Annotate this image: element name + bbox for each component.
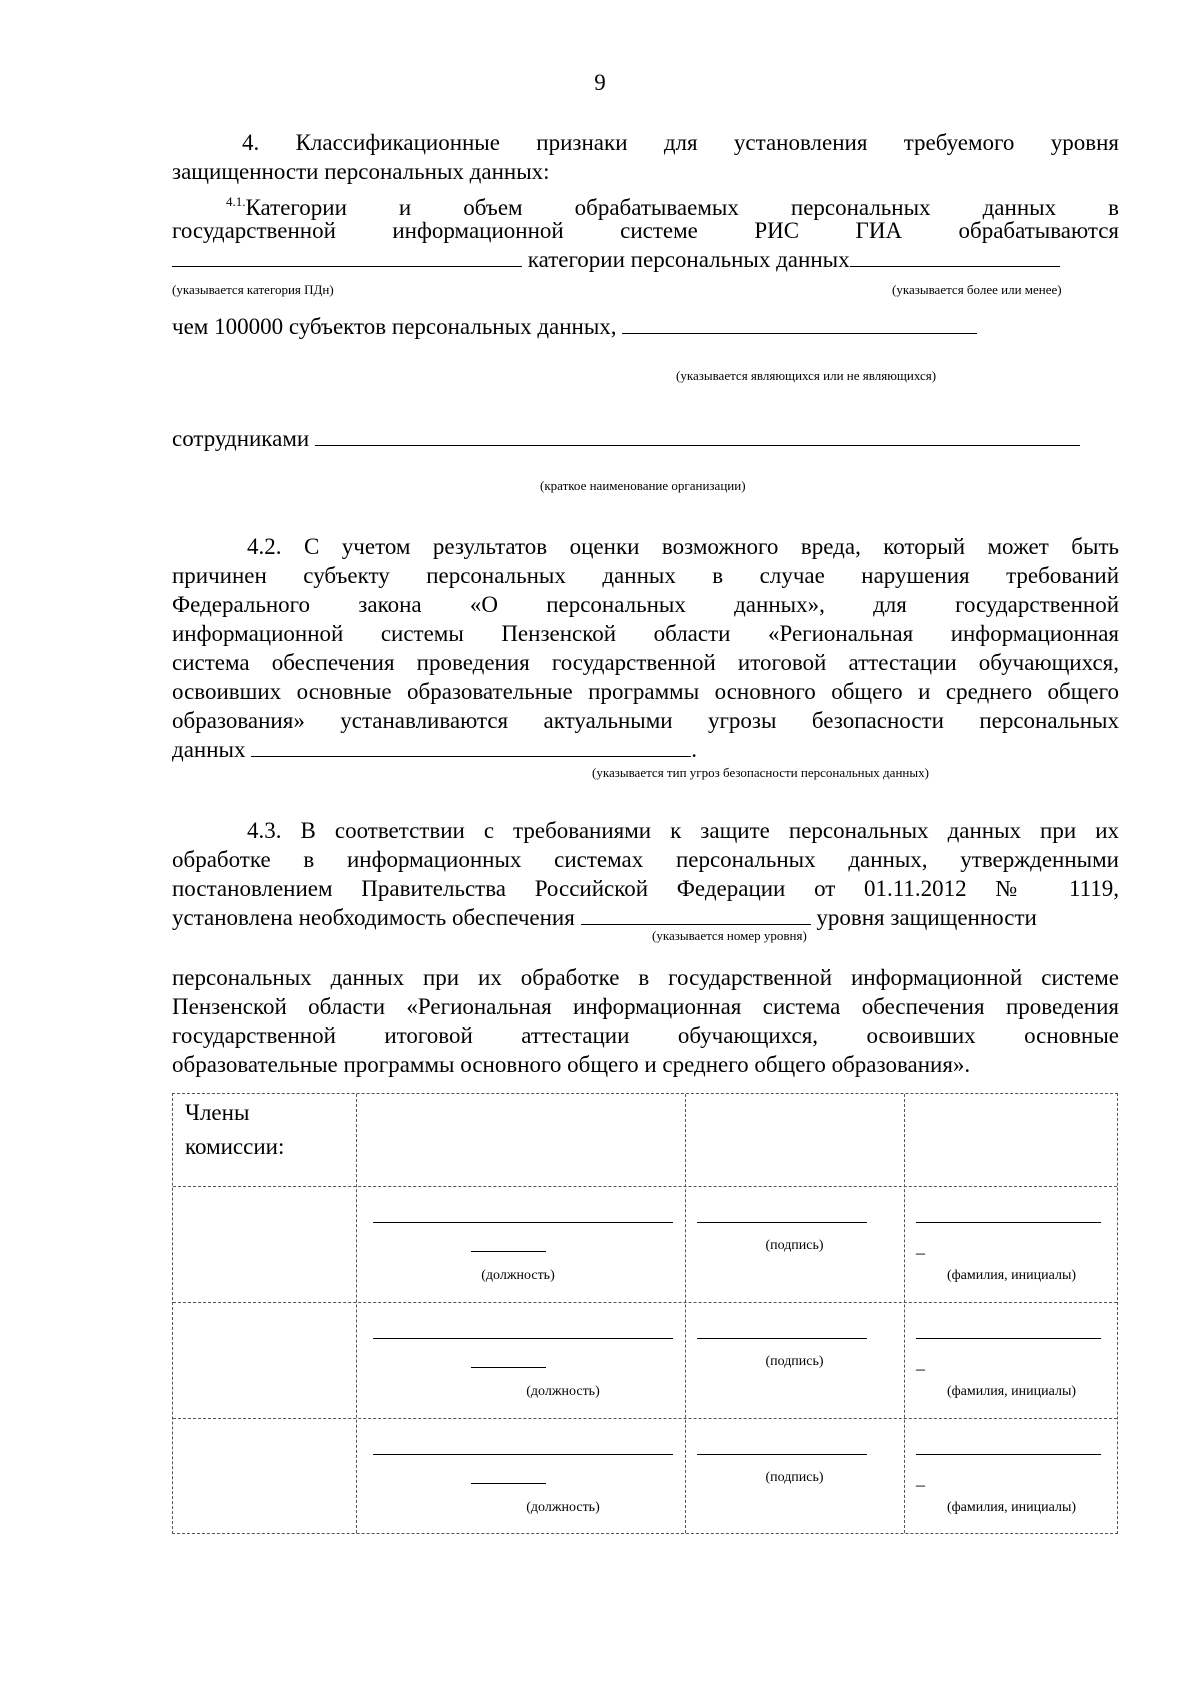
signature-line[interactable] bbox=[697, 1222, 867, 1223]
section4-line4: государственной информационной системе РИС ГИА обрабатываются bbox=[172, 218, 1119, 243]
hint-category: (указывается категория ПДн) bbox=[172, 282, 334, 297]
signature-caption: (подпись) bbox=[765, 1238, 824, 1253]
more-less-blank[interactable] bbox=[850, 246, 1060, 267]
hint-level: (указывается номер уровня) bbox=[652, 928, 807, 943]
signature-caption: (подпись) bbox=[765, 1470, 824, 1485]
section43-line4: установлена необходимость обеспечения уровня защищенности bbox=[172, 905, 1037, 930]
section4-line2: защищенности персональных данных: bbox=[172, 159, 550, 184]
section4-line3: $^{4.1.}$Категории и объем обрабатываемых персональных данных в bbox=[226, 194, 1119, 220]
position-line[interactable] bbox=[373, 1222, 673, 1223]
employee-status-blank[interactable] bbox=[622, 313, 977, 334]
hint-threat: (указывается тип угроз безопасности персональных данных) bbox=[592, 765, 929, 780]
signature-caption: (подпись) bbox=[765, 1354, 824, 1369]
section4-line5: категории персональных данных bbox=[172, 245, 1119, 274]
category-blank[interactable] bbox=[172, 246, 522, 267]
level-blank[interactable] bbox=[581, 904, 811, 925]
name-dash: _ bbox=[916, 1468, 925, 1488]
section42-line3: Федерального закона «О персональных данных», для государственной bbox=[172, 592, 1119, 617]
section43-line8: образовательные программы основного общего и среднего общего образования». bbox=[172, 1052, 971, 1077]
position-caption: (должность) bbox=[526, 1384, 600, 1399]
hint-org: (краткое наименование организации) bbox=[540, 478, 746, 493]
name-dash: _ bbox=[916, 1236, 925, 1256]
section43-line6: Пензенской области «Региональная информационная система обеспечения проведения bbox=[172, 994, 1119, 1019]
name-line[interactable] bbox=[916, 1338, 1101, 1339]
section42-line7: образования» устанавливаются актуальными угрозы безопасности персональных bbox=[172, 708, 1119, 733]
signature-line[interactable] bbox=[697, 1338, 867, 1339]
section43-line3: постановлением Правительства Российской Федерации от 01.11.2012 № 1119, bbox=[172, 876, 1119, 901]
section42-line6: освоивших основные образовательные программы основного общего и среднего общего bbox=[172, 679, 1119, 704]
name-caption: (фамилия, инициалы) bbox=[946, 1384, 1077, 1399]
position-line[interactable] bbox=[373, 1454, 673, 1455]
name-line[interactable] bbox=[916, 1222, 1101, 1223]
hint-employee: (указывается являющихся или не являющихся) bbox=[676, 368, 937, 383]
signature-table bbox=[172, 1093, 1118, 1534]
position-line-short bbox=[471, 1251, 546, 1252]
page-number: 9 bbox=[594, 70, 606, 95]
section4-line6: чем 100000 субъектов персональных данных, bbox=[172, 312, 1119, 341]
section4-line7: сотрудниками bbox=[172, 424, 1119, 453]
hint-more-less: (указывается более или менее) bbox=[892, 282, 1062, 297]
name-dash: _ bbox=[916, 1352, 925, 1372]
section42-line5: система обеспечения проведения государственной итоговой аттестации обучающихся, bbox=[172, 650, 1119, 675]
section43-line2: обработке в информационных системах персональных данных, утвержденными bbox=[172, 847, 1119, 872]
position-caption: (должность) bbox=[481, 1268, 555, 1283]
section43-line7: государственной итоговой аттестации обучающихся, освоивших основные bbox=[172, 1023, 1119, 1048]
position-line-short bbox=[471, 1483, 546, 1484]
section4-line1: 4. Классификационные признаки для установления требуемого уровня bbox=[242, 130, 1119, 155]
threat-type-blank[interactable] bbox=[251, 736, 691, 757]
position-line-short bbox=[471, 1367, 546, 1368]
position-line[interactable] bbox=[373, 1338, 673, 1339]
members-header: Члены комиссии: bbox=[185, 1100, 285, 1159]
section42-line8: данных . bbox=[172, 737, 697, 762]
section42-line2: причинен субъекту персональных данных в случае нарушения требований bbox=[172, 563, 1119, 588]
position-caption: (должность) bbox=[526, 1500, 600, 1515]
subsection-number: 4.1. bbox=[226, 194, 246, 209]
name-line[interactable] bbox=[916, 1454, 1101, 1455]
section42-line4: информационной системы Пензенской области «Региональная информационная bbox=[172, 621, 1119, 646]
signature-line[interactable] bbox=[697, 1454, 867, 1455]
section43-line5: персональных данных при их обработке в государственной информационной системе bbox=[172, 965, 1119, 990]
name-caption: (фамилия, инициалы) bbox=[946, 1268, 1077, 1283]
section42-line1: 4.2. С учетом результатов оценки возможного вреда, который может быть bbox=[247, 534, 1119, 559]
organization-blank[interactable] bbox=[315, 425, 1080, 446]
name-caption: (фамилия, инициалы) bbox=[946, 1500, 1077, 1515]
section43-line1: 4.3. В соответствии с требованиями к защите персональных данных при их bbox=[247, 818, 1119, 843]
